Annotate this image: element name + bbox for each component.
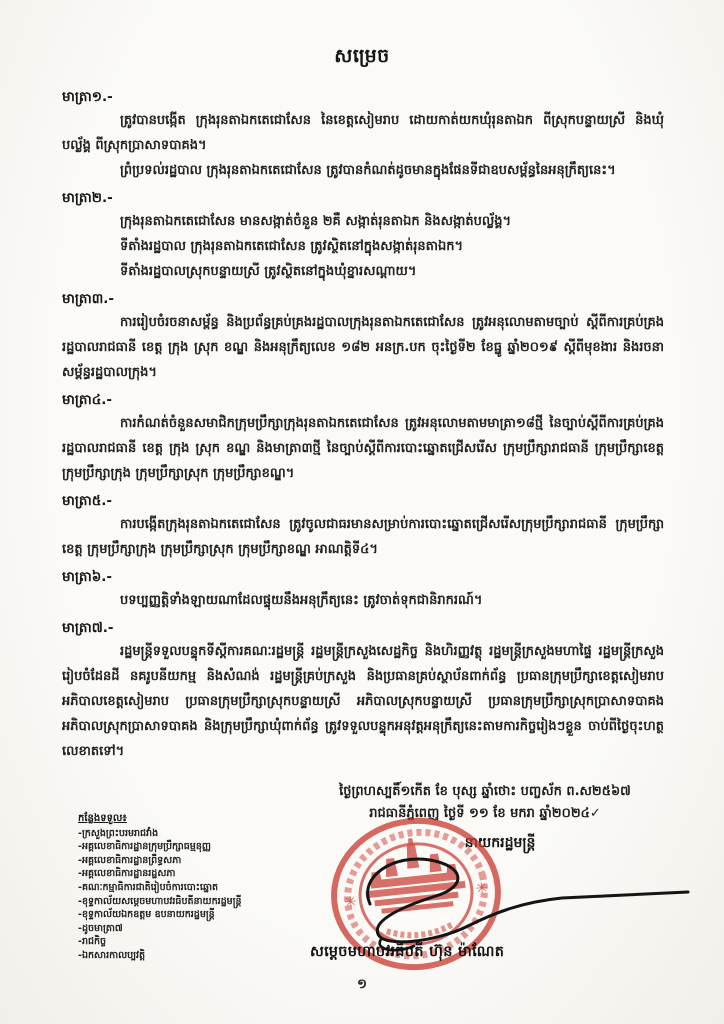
distribution-item: -អគ្គលេខាធិការដ្ឋានរដ្ឋសភា [78,868,176,880]
distribution-item: -អគ្គលេខាធិការដ្ឋានព្រឹទ្ធសភា [78,854,182,866]
signer-title: នាយករដ្ឋមន្ត្រី [464,835,536,851]
distribution-list [78,812,328,963]
article-7-paragraph: រដ្ឋមន្ត្រីទទួលបន្ទុកទីស្ដីការគណៈរដ្ឋមន្ត្រី រដ្ឋមន្ត្រីក្រសួងសេដ្ឋកិច្ច និងហិរញ្ញវត្ថុ រដ្ឋមន្ត្រីក្រសួងមហាផ្ទៃ រដ្ឋមន្ត្រីក្រសួងរៀបចំដែនដី នគរូបនីយកម្ម និងសំណង់ រដ្ឋមន្ត្រីគ្រប់ក្រសួង និងប្រធានគ្រប់ស្ថាប័នពាក់ព័ន្ធ ប្រធានក្រុមប្រឹក្សាខេត្តសៀមរាប អភិបាលខេត្តសៀមរាប ប្រធានក្រុមប្រឹក្សាស្រុកបន្ទាយស្រី អភិបាលស្រុកបន្ទាយស្រី ប្រធានក្រុមប្រឹក្សាស្រុកប្រាសាទបាគង អភិបាលស្រុកប្រាសាទបាគង និងក្រុមប្រឹក្សាឃុំពាក់ព័ន្ធ ត្រូវទទួលបន្ទុកអនុវត្តអនុក្រឹត្យនេះតាមការកិច្ចរៀងៗខ្លួន ចាប់ពីថ្ងៃចុះហត្ថលេខាតទៅ។ [62,644,664,759]
distribution-item: -រាជកិច្ច [78,936,107,948]
article-2 [62,187,664,284]
distribution-item: -អគ្គលេខាធិការដ្ឋានក្រុមប្រឹក្សាធម្មនុញ្ញ [78,841,211,853]
article-4 [62,389,664,486]
article-3-heading: មាត្រា៣.- [62,291,114,307]
article-2-heading: មាត្រា២.- [62,190,113,206]
distribution-item: -ខុទ្ទកាល័យឯកឧត្តម ឧបនាយករដ្ឋមន្ត្រី [78,909,215,921]
article-5-heading: មាត្រា៥.- [62,493,113,509]
article-3 [62,288,664,385]
seal-star-right-icon: ✳ [474,878,489,898]
article-6-heading: មាត្រា៦.- [62,569,113,585]
article-2-paragraph: ទីតាំងរដ្ឋបាល ក្រុងរុនតាឯកតេជោសែន ត្រូវស្ថិតនៅក្នុងសង្កាត់រុនតាឯក។ [120,239,464,254]
distribution-item: -ខុទ្ទកាល័យសម្ដេចមហាបវរធិបតីនាយករដ្ឋមន្ត្រី [78,895,242,907]
article-7 [62,617,664,764]
distribution-item: -ក្រសួងព្រះបរមរាជវាំង [78,827,159,839]
article-7-heading: មាត្រា៧.- [62,620,114,636]
document-body [62,86,664,778]
lunar-date-line: ថ្ងៃព្រហស្បតិ៍១កើត ខែ បុស្ស ឆ្នាំថោះ បញ្ចស័ក ព.ស២៥៦៧ [339,784,631,799]
distribution-item: -ដូចមាត្រា៧ [78,922,123,934]
page-number: ១ [357,977,367,992]
distribution-item: -គណៈកម្មាធិការជាតិរៀបចំការបោះឆ្នោត [78,881,219,893]
article-6 [62,566,664,613]
distribution-item: -ឯកសារកាលប្បវត្តិ [78,949,146,961]
article-1 [62,86,664,183]
article-2-paragraph: ទីតាំងរដ្ឋបាលស្រុកបន្ទាយស្រី ត្រូវស្ថិតនៅក្នុងឃុំខ្នារសណ្ដាយ។ [120,264,417,279]
article-5-paragraph: ការបង្កើតក្រុងរុនតាឯកតេជោសែន ត្រូវចូលជាធរមានសម្រាប់ការបោះឆ្នោតជ្រើសរើសក្រុមប្រឹក្សារាជធានី ក្រុមប្រឹក្សាខេត្ត ក្រុមប្រឹក្សាក្រុង ក្រុមប្រឹក្សាស្រុក ក្រុមប្រឹក្សាខណ្ឌ អាណត្តិទី៤។ [62,517,664,557]
article-6-paragraph: បទប្បញ្ញត្តិទាំងឡាយណាដែលផ្ទុយនឹងអនុក្រឹត្យនេះ ត្រូវចាត់ទុកជានិរាករណ៍។ [120,593,483,608]
article-3-paragraph: ការរៀបចំរចនាសម្ព័ន្ធ និងប្រព័ន្ធគ្រប់គ្រងរដ្ឋបាលក្រុងរុនតាឯកតេជោសែន ត្រូវអនុលោមតាមច្បាប់ ស្ដីពីការគ្រប់គ្រងរដ្ឋបាលរាជធានី ខេត្ត ក្រុង ស្រុក ខណ្ឌ និងអនុក្រឹត្យលេខ ១៨២ អនក្រ.បក ចុះថ្ងៃទី២ ខែធ្នូ ឆ្នាំ២០១៩ ស្ដីពីមុខងារ និងរចនាសម្ព័ន្ធរដ្ឋបាលក្រុង។ [62,315,664,380]
article-2-paragraph: ក្រុងរុនតាឯកតេជោសែន មានសង្កាត់ចំនួន ២គឺ សង្កាត់រុនតាឯក និងសង្កាត់បល្ល័ង្គ។ [120,214,512,229]
signer-name: សម្ដេចមហាបវរធិបតី ហ៊ុន ម៉ាណែត [310,944,505,960]
article-4-heading: មាត្រា៤.- [62,392,113,408]
article-4-paragraph: ការកំណត់ចំនួនសមាជិកក្រុមប្រឹក្សាក្រុងរុនតាឯកតេជោសែន ត្រូវអនុលោមតាមមាត្រា១៨ថ្មី នៃច្បាប់ស្ដីពីការគ្រប់គ្រងរដ្ឋបាលរាជធានី ខេត្ត ក្រុង ស្រុក ខណ្ឌ និងមាត្រា៣ថ្មី នៃច្បាប់ស្ដីពីការបោះឆ្នោតជ្រើសរើស ក្រុមប្រឹក្សារាជធានី ក្រុមប្រឹក្សាខេត្ត ក្រុមប្រឹក្សាក្រុង ក្រុមប្រឹក្សាស្រុក ក្រុមប្រឹក្សាខណ្ឌ។ [62,416,664,481]
document-title: សម្រេច [334,45,390,67]
distribution-header: កន្លែងទទួល៖ [78,813,127,824]
seal-star-left-icon: ✳ [343,892,358,912]
article-5 [62,490,664,562]
gregorian-date-line: រាជធានីភ្នំពេញ ថ្ងៃទី ១១ ខែ មករា ឆ្នាំ២០២៤✓ [369,806,601,821]
article-1-paragraph: ព្រំប្រទល់រដ្ឋបាល ក្រុងរុនតាឯកតេជោសែន ត្រូវបានកំណត់ដូចមានក្នុងផែនទីជាឧបសម្ព័ន្ធនៃអនុក្រឹត្យនេះ។ [120,163,616,178]
article-1-heading: មាត្រា១.- [62,89,113,105]
article-1-paragraph: ត្រូវបានបង្កើត ក្រុងរុនតាឯកតេជោសែន នៃខេត្តសៀមរាប ដោយកាត់យកឃុំរុនតាឯក ពីស្រុកបន្ទាយស្រី និងឃុំបល្ល័ង្គ ពីស្រុកប្រាសាទបាគង។ [62,113,664,153]
